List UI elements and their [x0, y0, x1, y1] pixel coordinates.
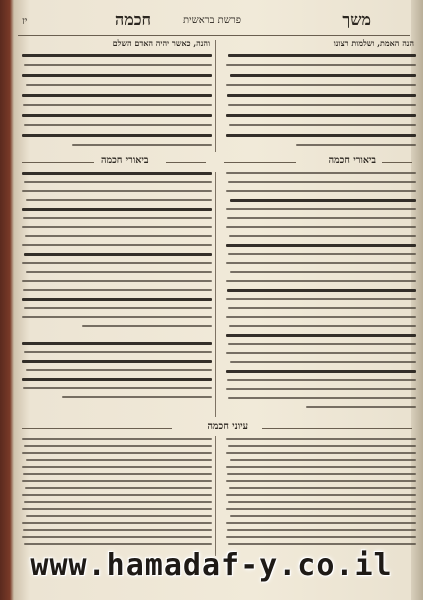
header-book-title-right: משך [342, 10, 371, 29]
ornament-bottom-left [22, 428, 172, 429]
column-divider-top [215, 40, 216, 152]
main-text-right [224, 40, 416, 150]
notes-right [224, 438, 416, 558]
ornament-right-a [224, 162, 296, 163]
header-page-number: יז [22, 16, 28, 27]
watermark: www.hamadaf-y.co.il [30, 548, 393, 583]
header-book-title-left: חכמה [115, 10, 151, 29]
running-header [16, 8, 411, 34]
commentary-right [224, 172, 416, 417]
main-text-left [20, 40, 212, 150]
section-title-right: ביאורי חכמה [328, 155, 376, 166]
column-divider-bottom [215, 436, 216, 556]
section-title-bottom: עיוני חכמה [207, 421, 248, 432]
ornament-left-a [166, 162, 206, 163]
book-page [16, 8, 416, 563]
ornament-right-b [382, 162, 412, 163]
header-rule [18, 35, 410, 36]
commentary-left [20, 172, 212, 417]
ornament-bottom-right [262, 428, 412, 429]
ornament-left-b [22, 162, 94, 163]
main-text-left-opening: והנה, כאשר יהיה האדם השלם [112, 38, 210, 48]
main-text-right-opening: הנה האמת, ושלמות רצונו [333, 38, 414, 48]
section-title-left: ביאורי חכמה [101, 155, 149, 166]
column-divider-middle [215, 172, 216, 417]
notes-left [20, 438, 212, 558]
header-parasha: פרשת בראשית [182, 15, 241, 26]
